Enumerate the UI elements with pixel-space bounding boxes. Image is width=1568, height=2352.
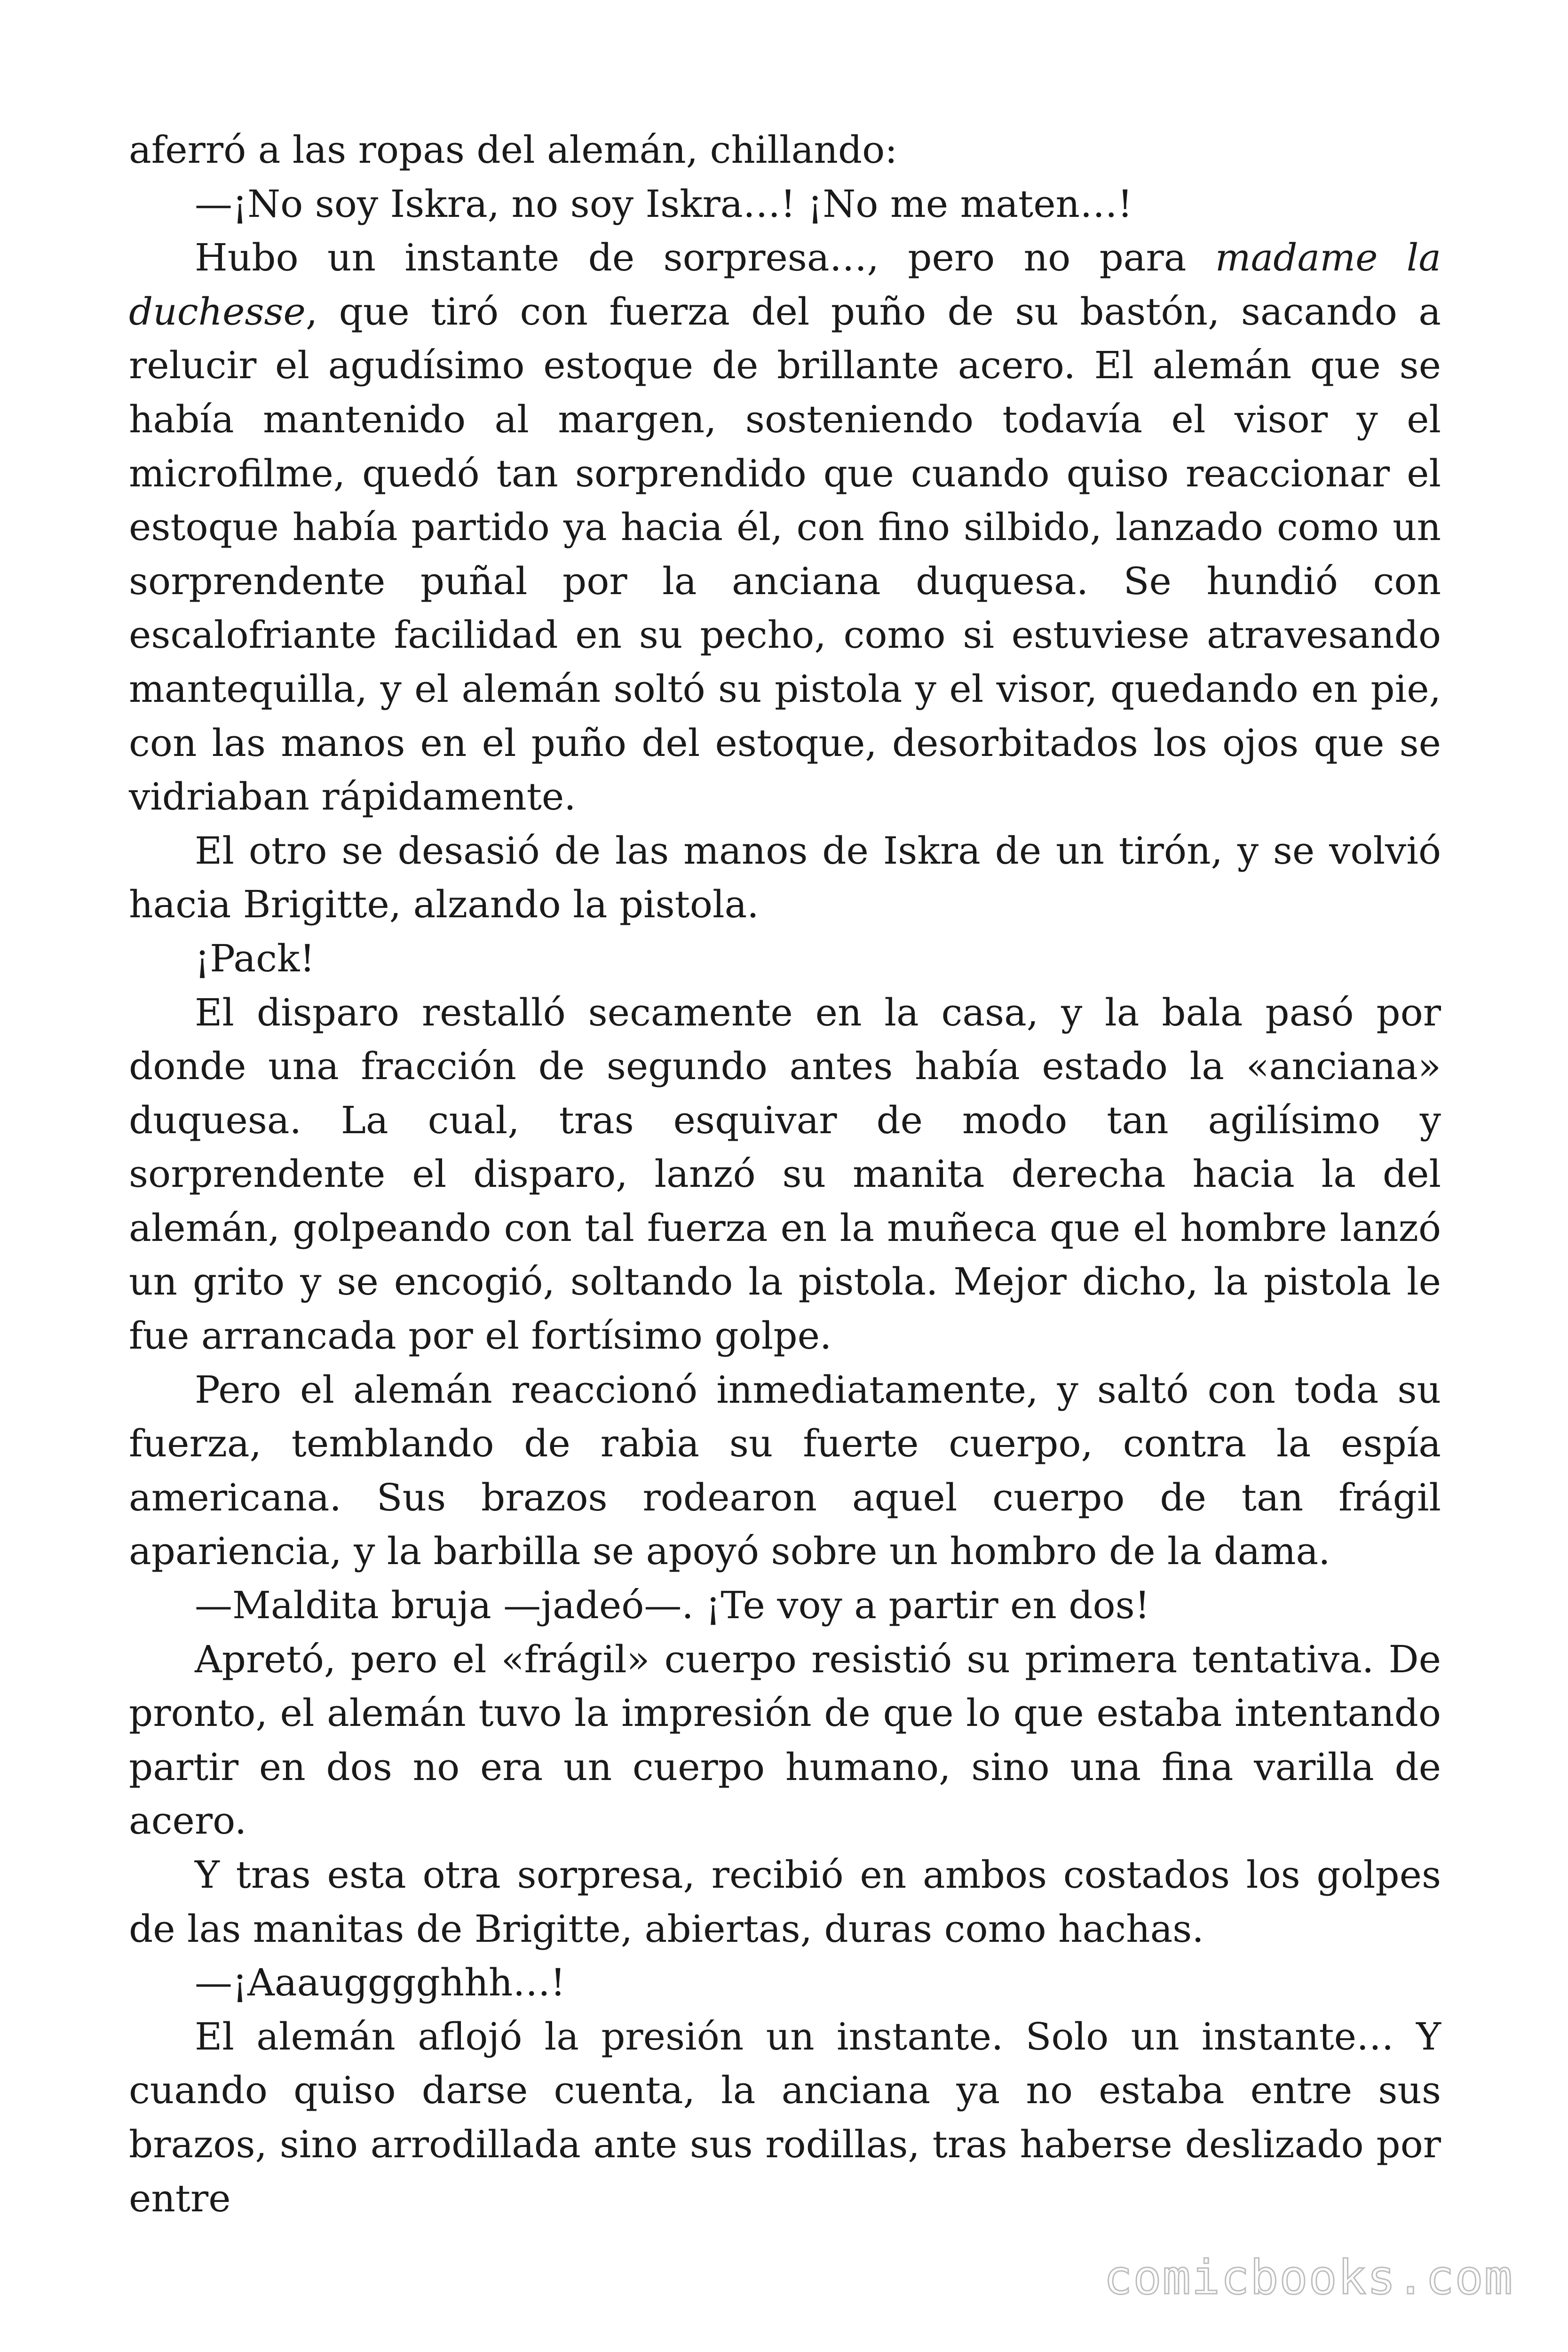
paragraph: ¡Pack! (195, 936, 315, 980)
paragraph: aferró a las ropas del alemán, chillando: (129, 128, 898, 172)
paragraph: Apretó, pero el «frágil» cuerpo resistió su primera tentativa. De pronto, el alemán tuvo la impresión de que lo que estaba intentando partir en dos no era un cuerpo humano, sino una fina varilla de acero. (129, 1637, 1441, 1843)
paragraph-text: Hubo un instante de sorpresa…, pero no para (195, 236, 1215, 280)
paragraph: Pero el alemán reaccionó inmediatamente, y saltó con toda su fuerza, temblando de rabia su fuerte cuerpo, contra la espía americana. Sus brazos rodearon aquel cuerpo de tan frágil apariencia, y la barbilla se apoyó sobre un hombro de la dama. (129, 1367, 1441, 1573)
paragraph: El alemán aflojó la presión un instante. Solo un instante… Y cuando quiso darse cuenta, la anciana ya no estaba entre sus brazos, sino arrodillada ante sus rodillas, tras haberse deslizado por entre (129, 2014, 1441, 2220)
paragraph: —¡No soy Iskra, no soy Iskra…! ¡No me maten…! (195, 182, 1133, 226)
paragraph: El otro se desasió de las manos de Iskra de un tirón, y se volvió hacia Brigitte, alzando la pistola. (129, 828, 1441, 927)
watermark: comicbooks.com (1104, 2250, 1513, 2305)
paragraph: —Maldita bruja —jadeó—. ¡Te voy a partir en dos! (195, 1583, 1150, 1628)
italic-phrase: madame la duchesse (129, 236, 1441, 334)
page-body (129, 123, 1441, 2225)
paragraph (129, 231, 1441, 824)
paragraph: —¡Aaaugggghhh…! (195, 1961, 566, 2005)
paragraph: El disparo restalló secamente en la casa, y la bala pasó por donde una fracción de segundo antes había estado la «anciana» duquesa. La cual, tras esquivar de modo tan agilísimo y sorprendente el disparo, lanzó su manita derecha hacia la del alemán, golpeando con tal fuerza en la muñeca que el hombre lanzó un grito y se encogió, soltando la pistola. Mejor dicho, la pistola le fue arrancada por el fortísimo golpe. (129, 990, 1441, 1358)
paragraph-text: , que tiró con fuerza del puño de su bastón, sacando a relucir el agudísimo estoque de brillante acero. El alemán que se había mantenido al margen, sosteniendo todavía el visor y el microfilme, quedó tan sorprendido que cuando quiso reaccionar el estoque había partido ya hacia él, con fino silbido, lanzado como un sorprendente puñal por la anciana duquesa. Se hundió con escalofriante facilidad en su pecho, como si estuviese atravesando mantequilla, y el alemán soltó su pistola y el visor, quedando en pie, con las manos en el puño del estoque, desorbitados los ojos que se vidriaban rápidamente. (129, 289, 1441, 819)
paragraph: Y tras esta otra sorpresa, recibió en ambos costados los golpes de las manitas de Brigitte, abiertas, duras como hachas. (129, 1853, 1441, 1951)
